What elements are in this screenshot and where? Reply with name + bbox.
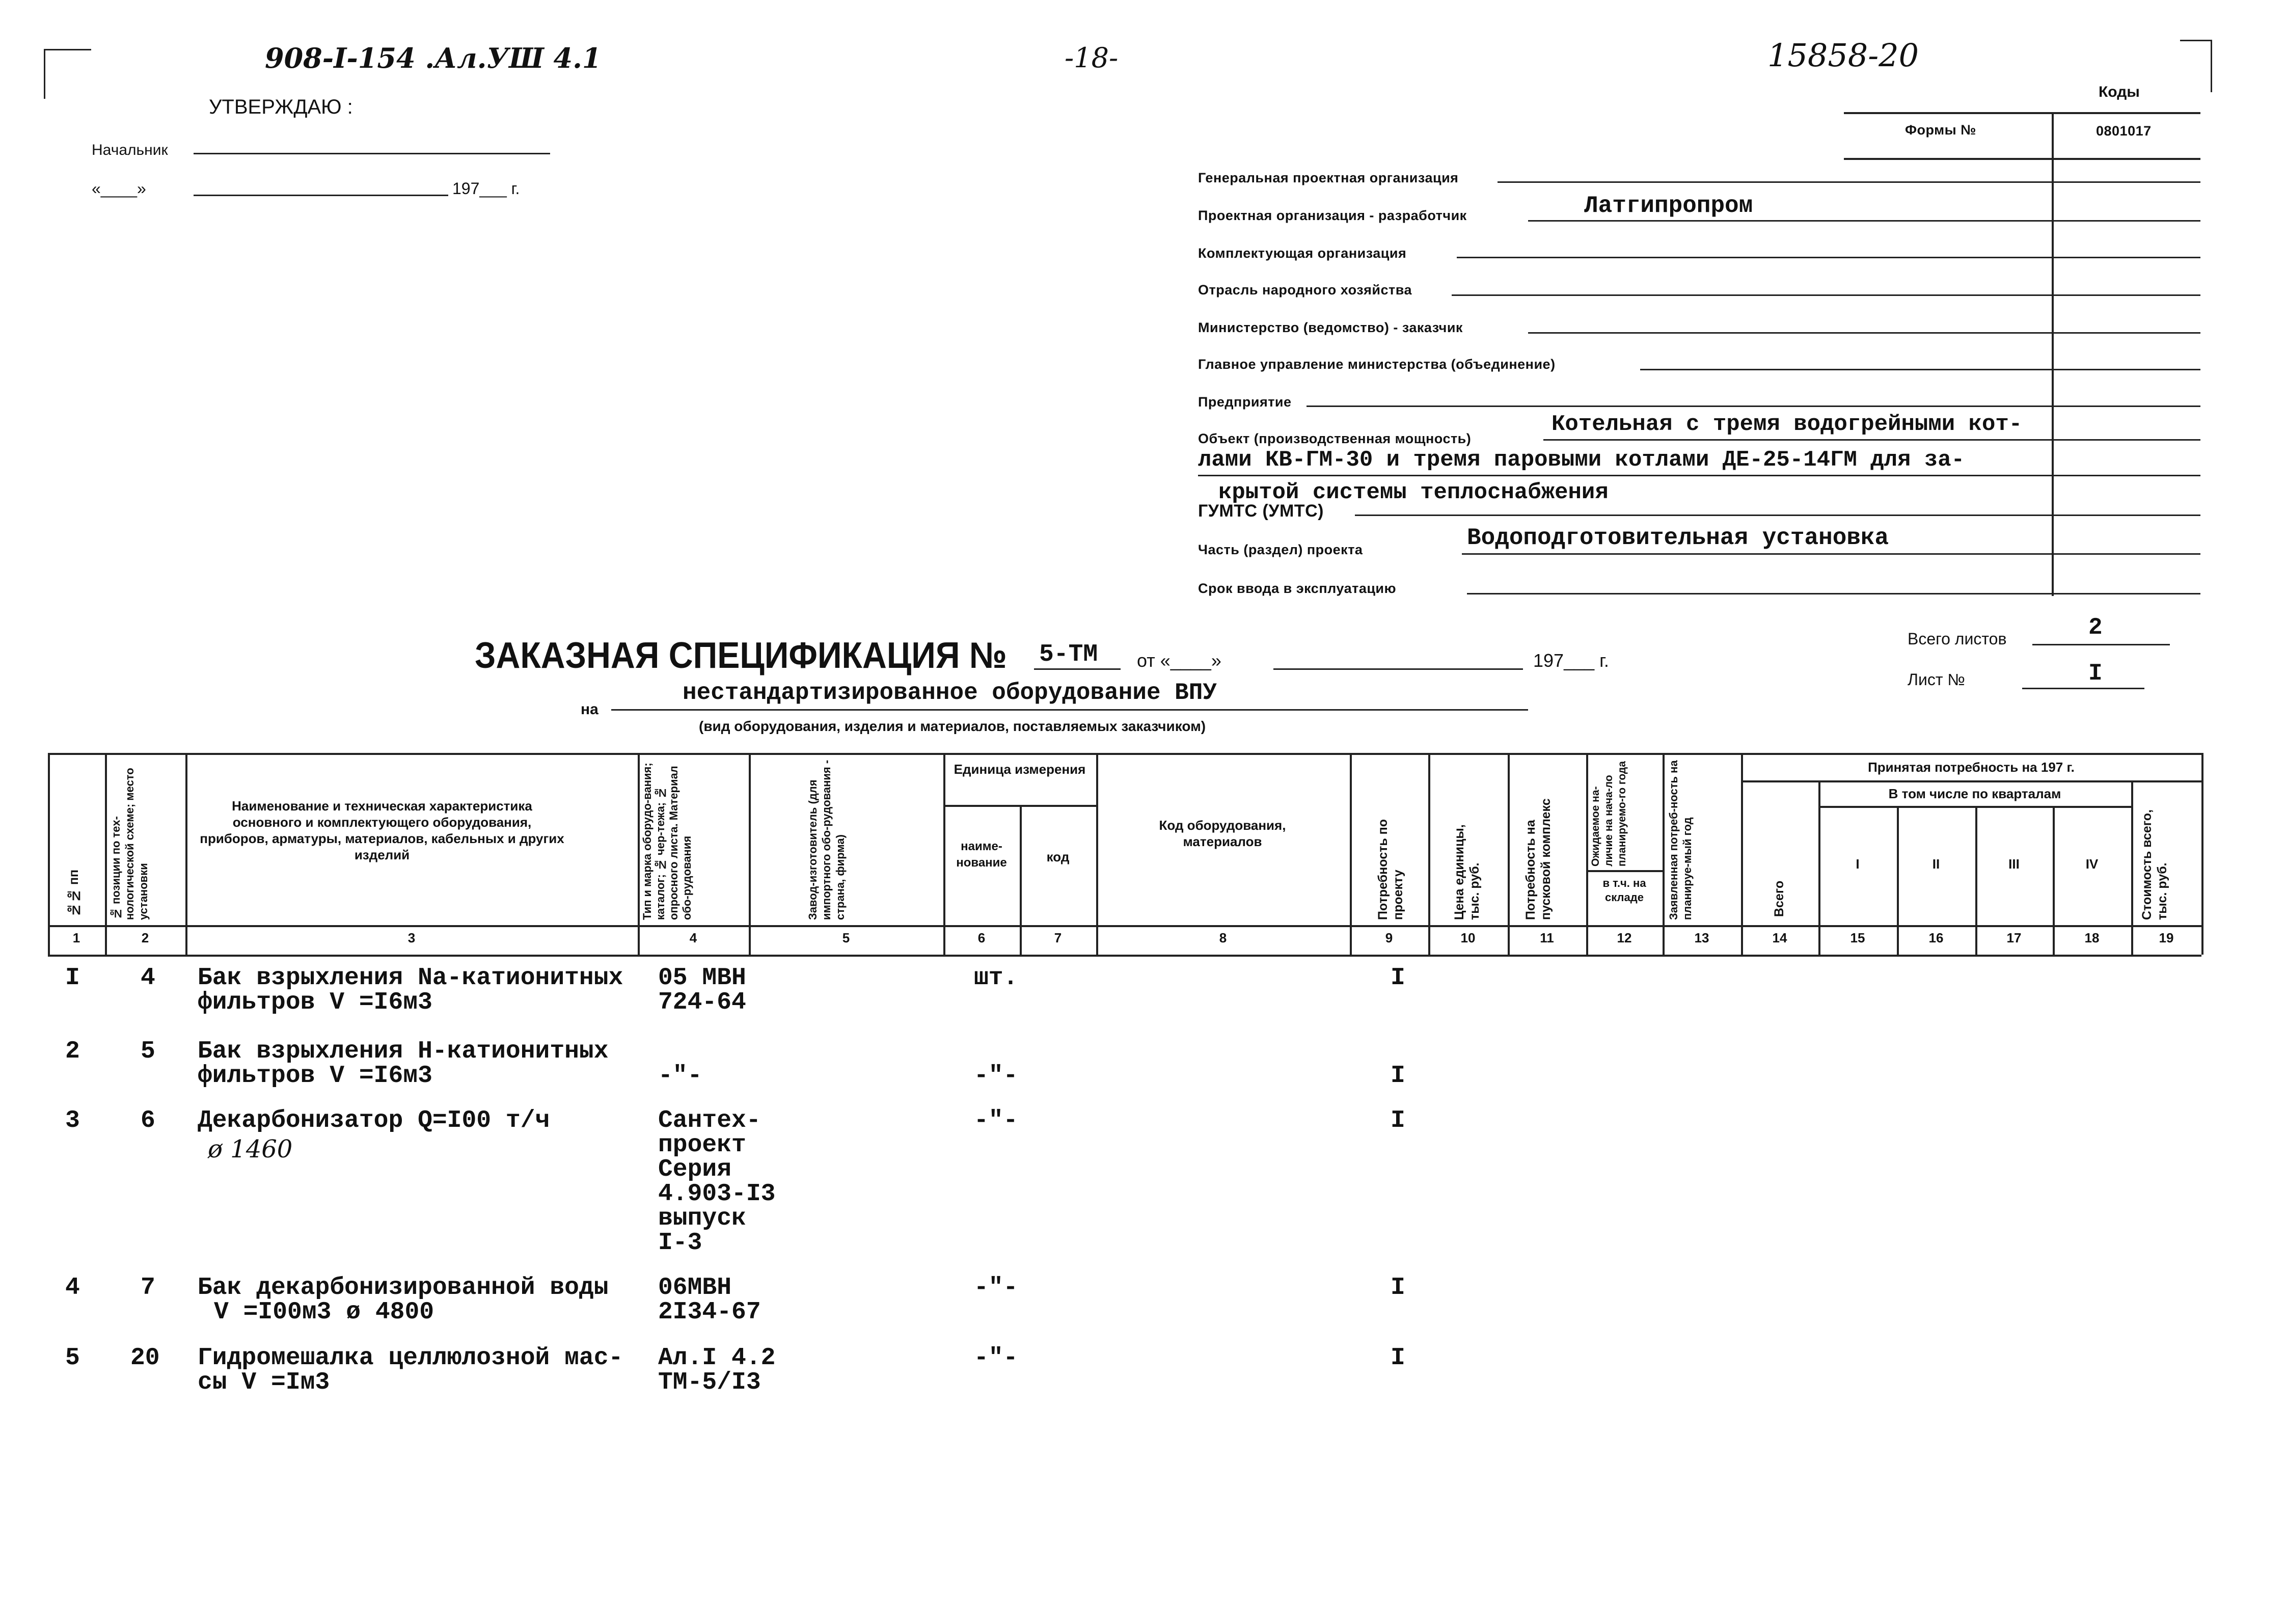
spec-year: 197___ г. [1533,650,1609,671]
code-line-3 [2053,257,2200,258]
ministry-label: Министерство (ведомство) - заказчик [1198,320,1463,335]
ministry-line [1528,332,2053,334]
row-name-line1: Бак взрыхления Na-катионитных [198,964,623,992]
chief-line [194,153,550,154]
object-line-3: крытой системы теплоснабжения [1218,480,1609,505]
row-position: 4 [141,964,155,992]
doc-code: 908-I-154 .Ал.УШ 4.1 [265,42,602,74]
code-line-11 [2053,553,2200,555]
q4-header: IV [2085,856,2099,872]
row-number: 5 [65,1344,80,1372]
subject-line [611,709,1528,711]
row-unit: -"- [974,1062,1018,1090]
row-type-line5: выпуск [658,1205,746,1232]
col-7-header: код [1046,849,1070,864]
design-org-line [1528,220,2053,222]
code-line-10 [2053,515,2200,516]
table-header-bottom [48,925,2201,927]
term-line [1467,593,2053,594]
row-qty: I [1391,1062,1405,1090]
row-type-line2: 724-64 [658,989,746,1016]
colnum-19: 19 [2159,930,2174,945]
branch-line [1452,294,2053,296]
code-line-2 [2053,220,2200,222]
sheet-number: I [2088,660,2103,687]
vline-4 [749,753,751,955]
gumts-line [1355,515,2053,516]
c12-split [1586,870,1663,872]
row-position: 7 [141,1274,155,1302]
branch-label: Отрасль народного хозяйства [1198,282,1412,297]
colnum-6: 6 [977,930,986,945]
total-sheets: 2 [2088,614,2103,641]
row-unit: -"- [974,1344,1018,1372]
code-line-4 [2053,294,2200,296]
vline-2 [185,753,187,955]
vline-8 [1350,753,1352,955]
chief-label: Начальник [92,142,168,158]
spec-date-line [1273,668,1523,670]
total-sheets-label: Всего листов [1908,630,2007,648]
spec-number: 5-ТМ [1039,641,1098,668]
approve-label: УТВЕРЖДАЮ : [209,96,353,118]
col-19-header: Стоимость всего, тыс. руб. [2140,809,2169,920]
col-6-header: наиме-нование [956,840,1007,870]
colnum-7: 7 [1054,930,1062,945]
colnum-1: 1 [72,930,80,945]
total-sheets-line [2032,644,2170,645]
general-org-line [1498,181,2053,183]
colnum-3: 3 [407,930,416,945]
row-number: 4 [65,1274,80,1302]
row-position: 5 [141,1038,155,1065]
vline-0 [48,753,50,955]
vline-18 [2131,780,2133,955]
code-line-7 [2053,405,2200,407]
code-line-1 [2053,181,2200,183]
design-org-value: Латгипропром [1584,193,1753,219]
spec-title: ЗАКАЗНАЯ СПЕЦИФИКАЦИЯ № [475,635,1007,676]
complect-org-line [1457,257,2053,258]
design-org-label: Проектная организация - разработчик [1198,208,1467,223]
object-line-1: Котельная с тремя водогрейными кот- [1552,412,2023,437]
col-12a-header: Ожидаемое на-личие на нача-ло планируемо-го года [1590,761,1628,867]
sheet-label: Лист № [1908,670,1965,689]
code-line-9 [2053,475,2200,476]
col-8-header: Код оборудования, материалов [1159,818,1286,849]
vline-1 [105,753,107,955]
page-number: -18- [1065,42,1119,74]
row-type-line1: Сантех- [658,1107,761,1134]
form-label: Формы № [1905,122,1976,138]
quarters-split [1818,806,2131,808]
row-type-line1: 05 МВН [658,964,746,992]
enterprise-label: Предприятие [1198,394,1292,410]
row-unit: -"- [974,1274,1018,1302]
date-prefix: «____» [92,179,146,198]
codes-divider [2052,112,2054,596]
enterprise-line [1307,405,2053,407]
row-name-line2: фильтров V =I6м3 [198,989,432,1016]
row-qty: I [1391,1107,1405,1134]
row-name-line1: Декарбонизатор Q=I00 т/ч [198,1107,550,1134]
general-org-label: Генеральная проектная организация [1198,170,1459,185]
subject-value: нестандартизированное оборудование ВПУ [683,680,1217,706]
row-number: I [65,964,80,992]
sheet-line [2022,688,2144,689]
row-type-line2: 2I34-67 [658,1298,761,1326]
row-type-line1: -"- [658,1062,702,1090]
date-line [194,195,448,196]
vline-12 [1663,753,1665,955]
row-position: 20 [130,1344,160,1372]
col-4-header: Тип и марка оборудо-вания; каталог; № чер-тежа; № опросного листа. Материал обо-рудования [641,763,693,920]
col-3-header: Наименование и техническая характеристика основного и комплектующего оборудования, приборов, арматуры, материалов, кабельных и других изделий [200,798,564,862]
object-line-2: лами КВ-ГМ-30 и тремя паровыми котлами ДЕ-25-14ГМ для за- [1198,447,1965,473]
spec-number-line [1034,668,1121,670]
colnum-14: 14 [1772,930,1787,945]
approve-year: 197___ г. [452,179,520,198]
row-name-line1: Бак декарбонизированной воды [198,1274,609,1302]
col-13-header: Заявленная потреб-ность на планируе-мый год [1667,760,1694,920]
form-code: 0801017 [2096,123,2152,139]
vline-9 [1428,753,1430,955]
colnum-2: 2 [141,930,149,945]
col-1-header: №№ пп [67,869,81,917]
row-type-line3: Серия [658,1156,732,1183]
codes-title: Коды [2099,84,2140,100]
row-number: 2 [65,1038,80,1065]
subject-note: (вид оборудования, изделия и материалов, поставляемых заказчиком) [699,718,1206,734]
row-type-line2: ТМ-5/I3 [658,1369,761,1396]
row-type-line1: Ал.I 4.2 [658,1344,776,1372]
table-top [48,753,2201,755]
on-label: на [581,701,598,718]
row-name-line2: сы V =Iм3 [198,1369,330,1396]
col-11-header: Потребность на пусковой комплекс [1523,798,1553,920]
archive-number: 15858-20 [1767,37,1919,74]
row-type-line6: I-3 [658,1229,702,1257]
row-qty: I [1391,1274,1405,1302]
quarters-header: В том числе по кварталам [1888,786,2061,801]
spec-from: от «____» [1137,650,1221,671]
part-label: Часть (раздел) проекта [1198,542,1363,557]
unit-header: Единица измерения [954,762,1086,777]
main-dept-line [1640,369,2053,370]
vline-19 [2201,753,2203,955]
row-qty: I [1391,1344,1405,1372]
vline-11 [1586,753,1588,955]
col-5-header: Завод-изготовитель (для импортного обо-рудования - страна, фирма) [806,760,847,920]
vline-13 [1741,753,1743,955]
row-type-line2: проект [658,1131,746,1159]
row-name-line1: Бак взрыхления Н-катионитных [198,1038,609,1065]
complect-org-label: Комплектующая организация [1198,246,1407,261]
gumts-label: ГУМТС (УМТС) [1198,501,1324,521]
colnum-11: 11 [1540,930,1554,945]
code-line-12 [2053,593,2200,594]
colnum-5: 5 [842,930,850,945]
code-line-6 [2053,369,2200,370]
col-12b-header: в т.ч. на складе [1602,877,1646,904]
col-14-header: Всего [1772,880,1786,917]
colnum-15: 15 [1850,930,1865,945]
corner-mark-left [44,49,91,99]
code-line-8 [2053,439,2200,441]
part-line [1462,553,2053,555]
colnum-12: 12 [1617,930,1632,945]
part-value: Водоподготовительная установка [1467,525,1889,551]
colnum-4: 4 [689,930,697,945]
colnum-16: 16 [1928,930,1944,945]
colnum-13: 13 [1694,930,1709,945]
object-label: Объект (производственная мощность) [1198,431,1472,446]
colnum-8: 8 [1219,930,1227,945]
q3-header: III [2008,856,2020,872]
colnum-17: 17 [2006,930,2022,945]
row-type-line1: 06МВН [658,1274,732,1302]
row-name-line2: фильтров V =I6м3 [198,1062,432,1090]
row-type-line4: 4.903-I3 [658,1180,776,1208]
row-qty: I [1391,964,1405,992]
row-unit: шт. [974,964,1018,992]
corner-mark-right [2180,40,2212,92]
table-num-bottom [48,955,2201,957]
q2-header: II [1932,856,1940,872]
object-underline-2 [1198,475,2054,476]
row-unit: -"- [974,1107,1018,1134]
term-label: Срок ввода в эксплуатацию [1198,581,1397,596]
col-2-header: № позиции по тех-нологической схеме; место установки [110,768,150,920]
row-name-line2: ø 1460 [208,1135,293,1163]
colnum-10: 10 [1460,930,1476,945]
vline-3 [638,753,640,955]
row-position: 6 [141,1107,155,1134]
main-dept-label: Главное управление министерства (объединение) [1198,357,1556,372]
object-underline-1 [1543,439,2053,441]
row-name-line1: Гидромешалка целлюлозной мас- [198,1344,623,1372]
row-number: 3 [65,1107,80,1134]
col-9-header: Потребность по проекту [1376,819,1405,920]
q1-header: I [1856,856,1860,872]
col-10-header: Цена единицы, тыс. руб. [1452,824,1482,920]
code-line-5 [2053,332,2200,334]
vline-7 [1096,753,1098,955]
accepted-header: Принятая потребность на 197 г. [1868,760,2075,775]
colnum-18: 18 [2084,930,2100,945]
row-name-line2: V =I00м3 ø 4800 [214,1298,434,1326]
colnum-9: 9 [1385,930,1393,945]
vline-10 [1508,753,1510,955]
